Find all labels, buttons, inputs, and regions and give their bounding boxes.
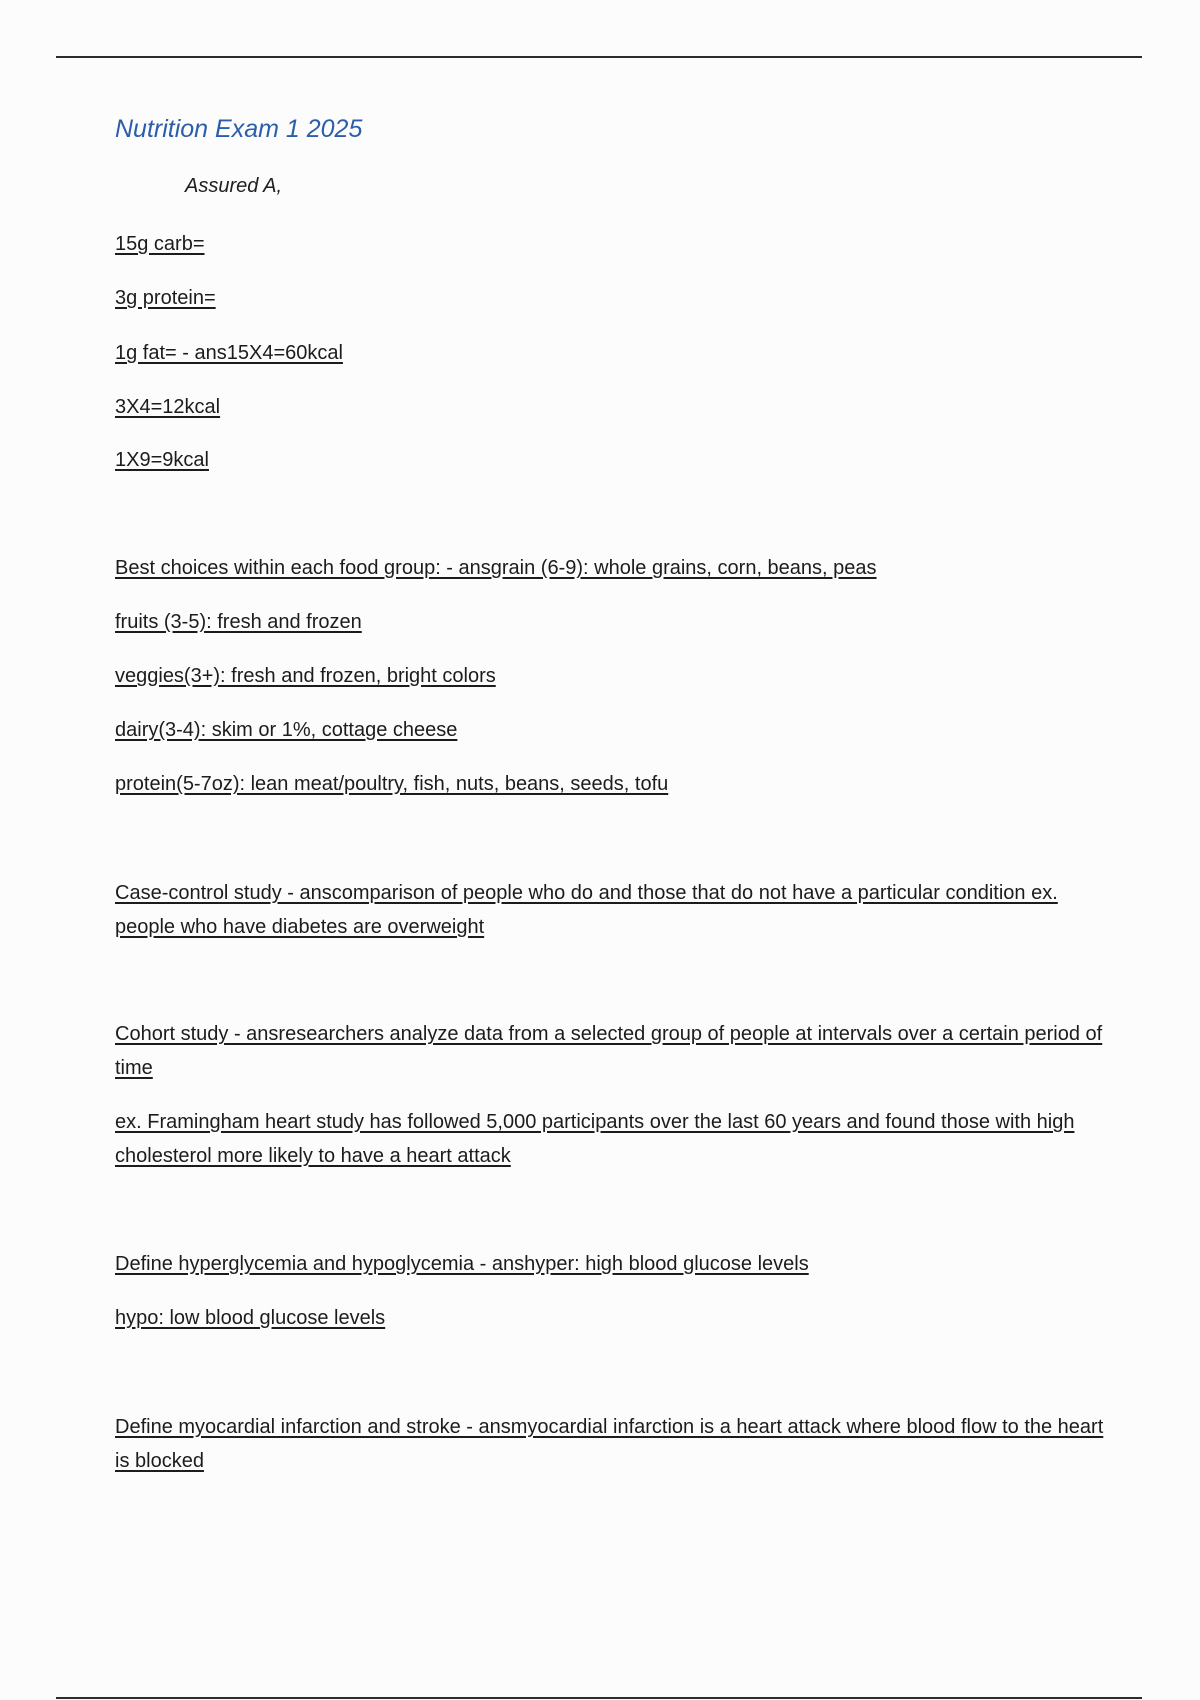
note-line-dairy: dairy(3-4): skim or 1%, cottage cheese [115, 719, 458, 741]
note-framingham-example: ex. Framingham heart study has followed 5,000 participants over the last 60 years and found those with high cholesterol more likely to have a heart attack [115, 1111, 1075, 1167]
note-line-food-groups: Best choices within each food group: - ansgrain (6-9): whole grains, corn, beans, peas [115, 557, 877, 579]
note-line-protein: 3g protein= [115, 287, 216, 309]
note-line-fat-kcal: 1X9=9kcal [115, 449, 209, 471]
document-title: Nutrition Exam 1 2025 [115, 115, 363, 143]
bottom-rule [56, 1697, 1142, 1699]
note-line-carb: 15g carb= [115, 233, 205, 255]
note-line-protein-kcal: 3X4=12kcal [115, 396, 221, 418]
note-line-fat: 1g fat= - ans15X4=60kcal [115, 342, 343, 364]
document-subtitle: Assured A, [185, 175, 283, 197]
note-hypoglycemia: hypo: low blood glucose levels [115, 1307, 386, 1329]
note-line-protein-group: protein(5-7oz): lean meat/poultry, fish, nuts, beans, seeds, tofu [115, 773, 669, 795]
top-rule [56, 56, 1142, 58]
note-myocardial-infarction: Define myocardial infarction and stroke - ansmyocardial infarction is a heart attack where blood flow to the heart is blocked [115, 1416, 1104, 1472]
note-cohort-study: Cohort study - ansresearchers analyze data from a selected group of people at intervals over a certain period of time [115, 1023, 1103, 1079]
note-line-veggies: veggies(3+): fresh and frozen, bright colors [115, 665, 496, 687]
note-line-fruits: fruits (3-5): fresh and frozen [115, 611, 362, 633]
note-hyperglycemia: Define hyperglycemia and hypoglycemia - anshyper: high blood glucose levels [115, 1253, 809, 1275]
note-case-control-study: Case-control study - anscomparison of people who do and those that do not have a particular condition ex. people who have diabetes are overweight [115, 882, 1058, 938]
